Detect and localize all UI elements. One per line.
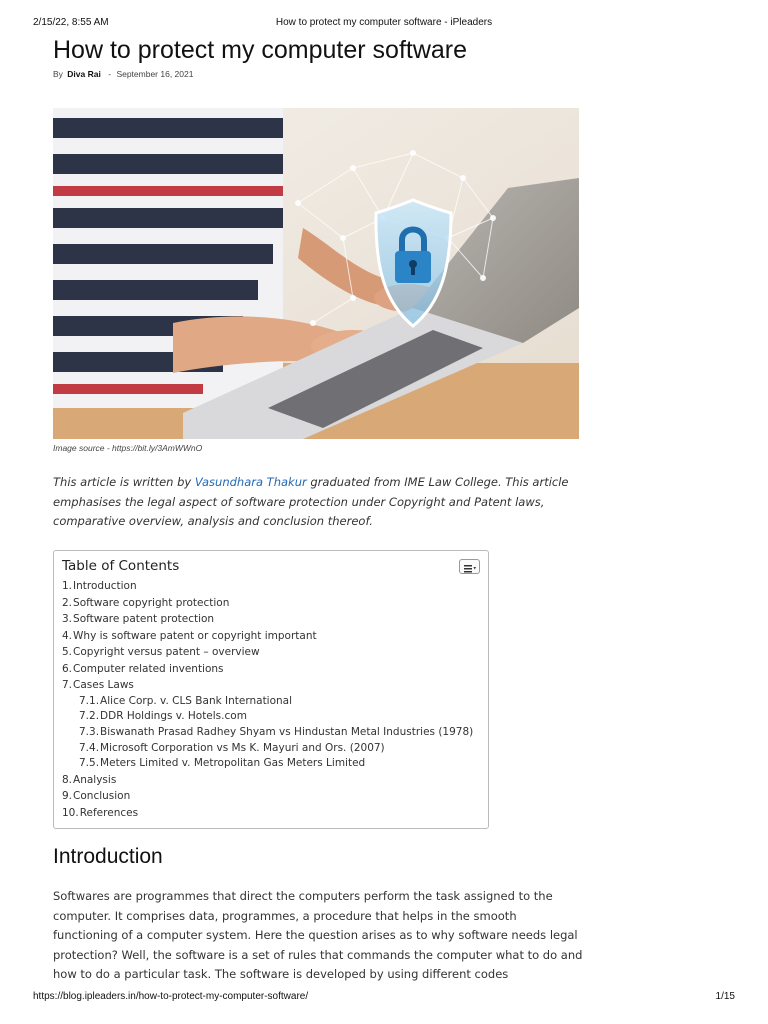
toc-link[interactable]: Biswanath Prasad Radhey Shyam vs Hindustan Metal Industries (1978)	[100, 725, 474, 738]
toc-link[interactable]: DDR Holdings v. Hotels.com	[100, 710, 247, 723]
print-url: https://blog.ipleaders.in/how-to-protect-my-computer-software/	[33, 991, 309, 1002]
toc-subitem[interactable]: 7.4.Microsoft Corporation vs Ms K. Mayuri and Ors. (2007)	[79, 741, 385, 754]
toc-link[interactable]: Why is software patent or copyright important	[73, 629, 317, 642]
toc-link[interactable]: Introduction	[73, 580, 137, 592]
toc-link[interactable]: Meters Limited v. Metropolitan Gas Meters Limited	[100, 757, 366, 770]
toc-item[interactable]: 2.Software copyright protection	[62, 596, 230, 609]
image-caption: Image source - https://bit.ly/3AmWWnO	[53, 443, 203, 453]
toc-item[interactable]: 9.Conclusion	[62, 790, 131, 803]
toc-link[interactable]: Copyright versus patent – overview	[73, 646, 260, 658]
hero-illustration	[53, 108, 579, 439]
print-doc-title: How to protect my computer software - iPleaders	[275, 17, 493, 28]
toc-link[interactable]: Cases Laws	[73, 679, 134, 691]
toc-link[interactable]: References	[79, 806, 139, 819]
toc-item[interactable]: 6.Computer related inventions	[62, 662, 224, 675]
toc-subitem[interactable]: 7.2.DDR Holdings v. Hotels.com	[79, 710, 247, 723]
toc-item[interactable]: 7.Cases Laws	[62, 679, 134, 691]
article-title: How to protect my computer software	[53, 36, 468, 64]
toc-item[interactable]: 4.Why is software patent or copyright important	[62, 629, 317, 642]
note-text-after: graduated from IME Law College. This article emphasises the legal aspect of software protection under Copyright and Patent laws, comparative overview, analysis and conclusion thereof.	[53, 475, 569, 528]
print-datetime: 2/15/22, 8:55 AM	[33, 17, 109, 28]
byline-separator: -	[108, 69, 112, 79]
toc-link[interactable]: Computer related inventions	[73, 662, 224, 675]
publish-date: September 16, 2021	[116, 69, 194, 79]
byline	[53, 69, 193, 79]
toc-link[interactable]: Software copyright protection	[73, 596, 230, 609]
hero-image	[53, 108, 579, 439]
toc-item[interactable]: 10.References	[62, 806, 139, 819]
table-of-contents	[53, 550, 489, 829]
toc-subitem[interactable]: 7.3.Biswanath Prasad Radhey Shyam vs Hindustan Metal Industries (1978)	[79, 725, 474, 738]
note-text-before: This article is written by	[53, 475, 195, 489]
toc-title: Table of Contents	[62, 558, 180, 574]
toc-list	[62, 578, 480, 821]
toc-item[interactable]: 1.Introduction	[62, 580, 137, 592]
toc-link[interactable]: Conclusion	[73, 790, 131, 803]
author-profile-link[interactable]: Vasundhara Thakur	[194, 475, 307, 489]
author-note	[53, 473, 573, 532]
byline-prefix: By	[53, 69, 63, 79]
toc-link[interactable]: Software patent protection	[73, 613, 215, 625]
section-heading: Introduction	[53, 845, 163, 868]
list-toggle-icon	[460, 562, 479, 575]
toc-link[interactable]: Alice Corp. v. CLS Bank International	[100, 694, 293, 707]
toc-item[interactable]: 5.Copyright versus patent – overview	[62, 646, 260, 658]
print-header	[33, 17, 735, 31]
print-footer	[33, 991, 735, 1005]
toc-subitem[interactable]: 7.1.Alice Corp. v. CLS Bank International	[79, 694, 293, 707]
toc-link[interactable]: Analysis	[73, 773, 117, 786]
author-link[interactable]: Diva Rai	[67, 69, 101, 79]
toc-link[interactable]: Microsoft Corporation vs Ms K. Mayuri and Ors. (2007)	[100, 741, 385, 754]
toc-toggle-button[interactable]	[459, 559, 480, 574]
toc-item[interactable]: 8.Analysis	[62, 773, 117, 786]
toc-subitem[interactable]: 7.5.Meters Limited v. Metropolitan Gas Meters Limited	[79, 757, 366, 770]
section-body: Softwares are programmes that direct the computers perform the task assigned to the computer. It comprises data, programmes, a procedure that helps in the smooth functioning of a computer system. Here the question arises as to why software needs legal protection? Well, the software is a set of rules that commands the computer what to do and how to do a particular task. The software is developed by using different codes	[53, 889, 583, 981]
toc-item[interactable]: 3.Software patent protection	[62, 613, 215, 625]
page-number: 1/15	[715, 991, 735, 1002]
